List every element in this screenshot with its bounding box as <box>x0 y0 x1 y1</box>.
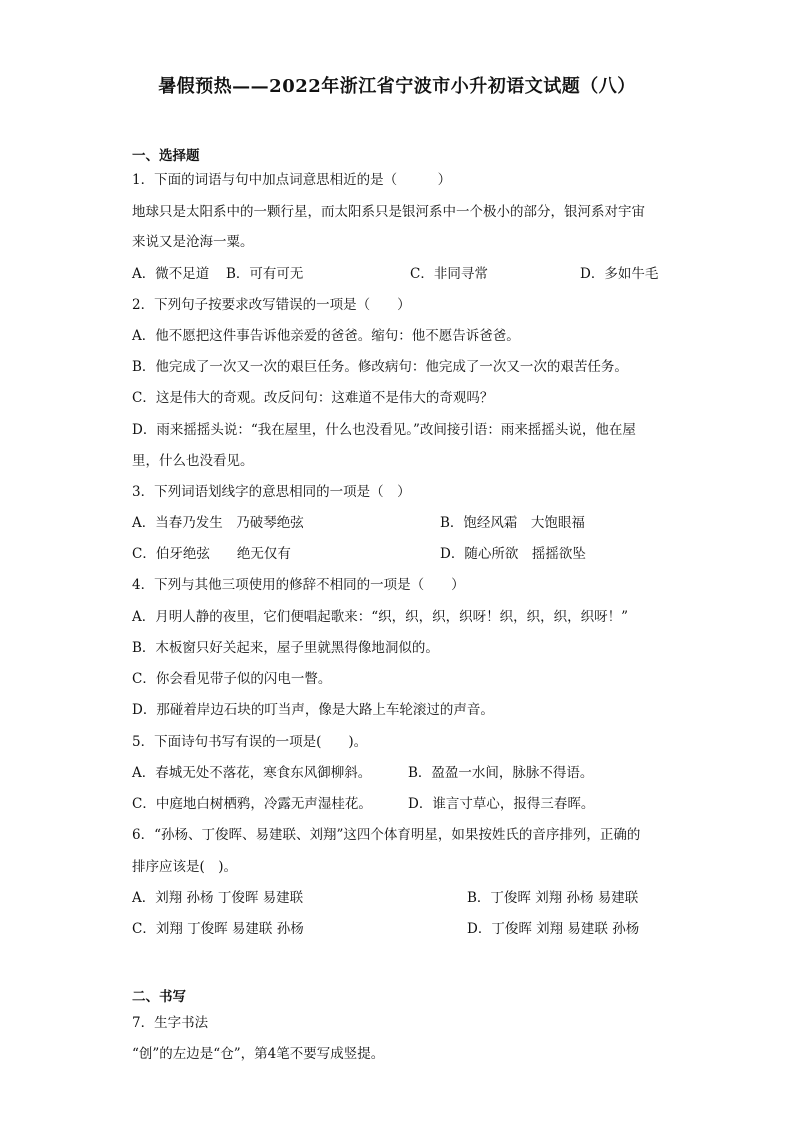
q4-option-b: B．木板窗只好关起来，屋子里就黑得像地洞似的。 <box>132 640 439 656</box>
q1-option-c: C．非同寻常 <box>410 266 488 282</box>
q6-stem-line2: 排序应该是( )。 <box>132 859 238 875</box>
q3-option-c: C．伯牙绝弦 绝无仅有 <box>132 546 291 562</box>
q7-stem: 7．生字书法 <box>132 1015 209 1031</box>
q1-passage-line1: 地球只是太阳系中的一颗行星，而太阳系只是银河系中一个极小的部分，银河系对宇宙 <box>132 204 645 220</box>
q5-option-a: A．春城无处不落花，寒食东风御柳斜。 <box>132 765 372 781</box>
q2-option-a: A．他不愿把这件事告诉他亲爱的爸爸。缩句：他不愿告诉爸爸。 <box>132 328 520 344</box>
q3-option-a: A．当春乃发生 乃破琴绝弦 <box>132 515 304 531</box>
q1-passage-line2: 来说又是沧海一粟。 <box>132 234 254 250</box>
q4-stem: 4．下列与其他三项使用的修辞不相同的一项是（ ） <box>132 577 465 593</box>
q6-option-d: D．丁俊晖 刘翔 易建联 孙杨 <box>467 921 640 937</box>
q6-option-a: A．刘翔 孙杨 丁俊晖 易建联 <box>132 890 304 906</box>
section-heading-choice: 一、选择题 <box>132 148 200 164</box>
q6-option-b: B．丁俊晖 刘翔 孙杨 易建联 <box>467 890 639 906</box>
q4-option-a: A．月明人静的夜里，它们便唱起歌来：“织，织，织，织呀！织，织，织，织呀！” <box>132 609 629 625</box>
q3-option-b: B．饱经风霜 大饱眼福 <box>440 515 585 531</box>
q5-stem: 5．下面诗句书写有误的一项是( )。 <box>132 734 368 750</box>
q2-option-d-line1: D．雨来摇摇头说：“我在屋里，什么也没看见。”改间接引语：雨来摇摇头说，他在屋 <box>132 422 636 438</box>
q1-option-d: D．多如牛毛 <box>580 266 659 282</box>
page-title: 暑假预热——2022年浙江省宁波市小升初语文试题（八） <box>158 76 636 97</box>
q6-option-c: C．刘翔 丁俊晖 易建联 孙杨 <box>132 921 304 937</box>
q3-option-d: D．随心所欲 摇摇欲坠 <box>440 546 586 562</box>
q4-option-d: D．那碰着岸边石块的叮当声，像是大路上车轮滚过的声音。 <box>132 702 494 718</box>
q1-option-b: B．可有可无 <box>226 266 304 282</box>
section-heading-writing: 二、书写 <box>132 989 186 1005</box>
q3-stem: 3．下列词语划线字的意思相同的一项是（ ） <box>132 484 411 500</box>
q2-option-b: B．他完成了一次又一次的艰巨任务。修改病句：他完成了一次又一次的艰苦任务。 <box>132 359 628 375</box>
q4-option-c: C．你会看见带子似的闪电一瞥。 <box>132 671 332 687</box>
q1-stem: 1．下面的词语与句中加点词意思相近的是（ ） <box>132 172 452 188</box>
q5-option-c: C．中庭地白树栖鸦，冷露无声湿桂花。 <box>132 796 372 812</box>
q7-text: “创”的左边是“仓”，第4笔不要写成竖提。 <box>132 1046 385 1062</box>
q6-stem-line1: 6．“孙杨、丁俊晖、易建联、刘翔”这四个体育明星，如果按姓氏的音序排列，正确的 <box>132 827 641 843</box>
q2-option-c: C．这是伟大的奇观。改反问句：这难道不是伟大的奇观吗？ <box>132 390 494 406</box>
q2-stem: 2．下列句子按要求改写错误的一项是（ ） <box>132 297 411 313</box>
q5-option-b: B．盈盈一水间，脉脉不得语。 <box>408 765 594 781</box>
q5-option-d: D．谁言寸草心，报得三春晖。 <box>408 796 595 812</box>
q1-option-a: A．微不足道 <box>132 266 210 282</box>
q2-option-d-line2: 里，什么也没看见。 <box>132 453 254 469</box>
